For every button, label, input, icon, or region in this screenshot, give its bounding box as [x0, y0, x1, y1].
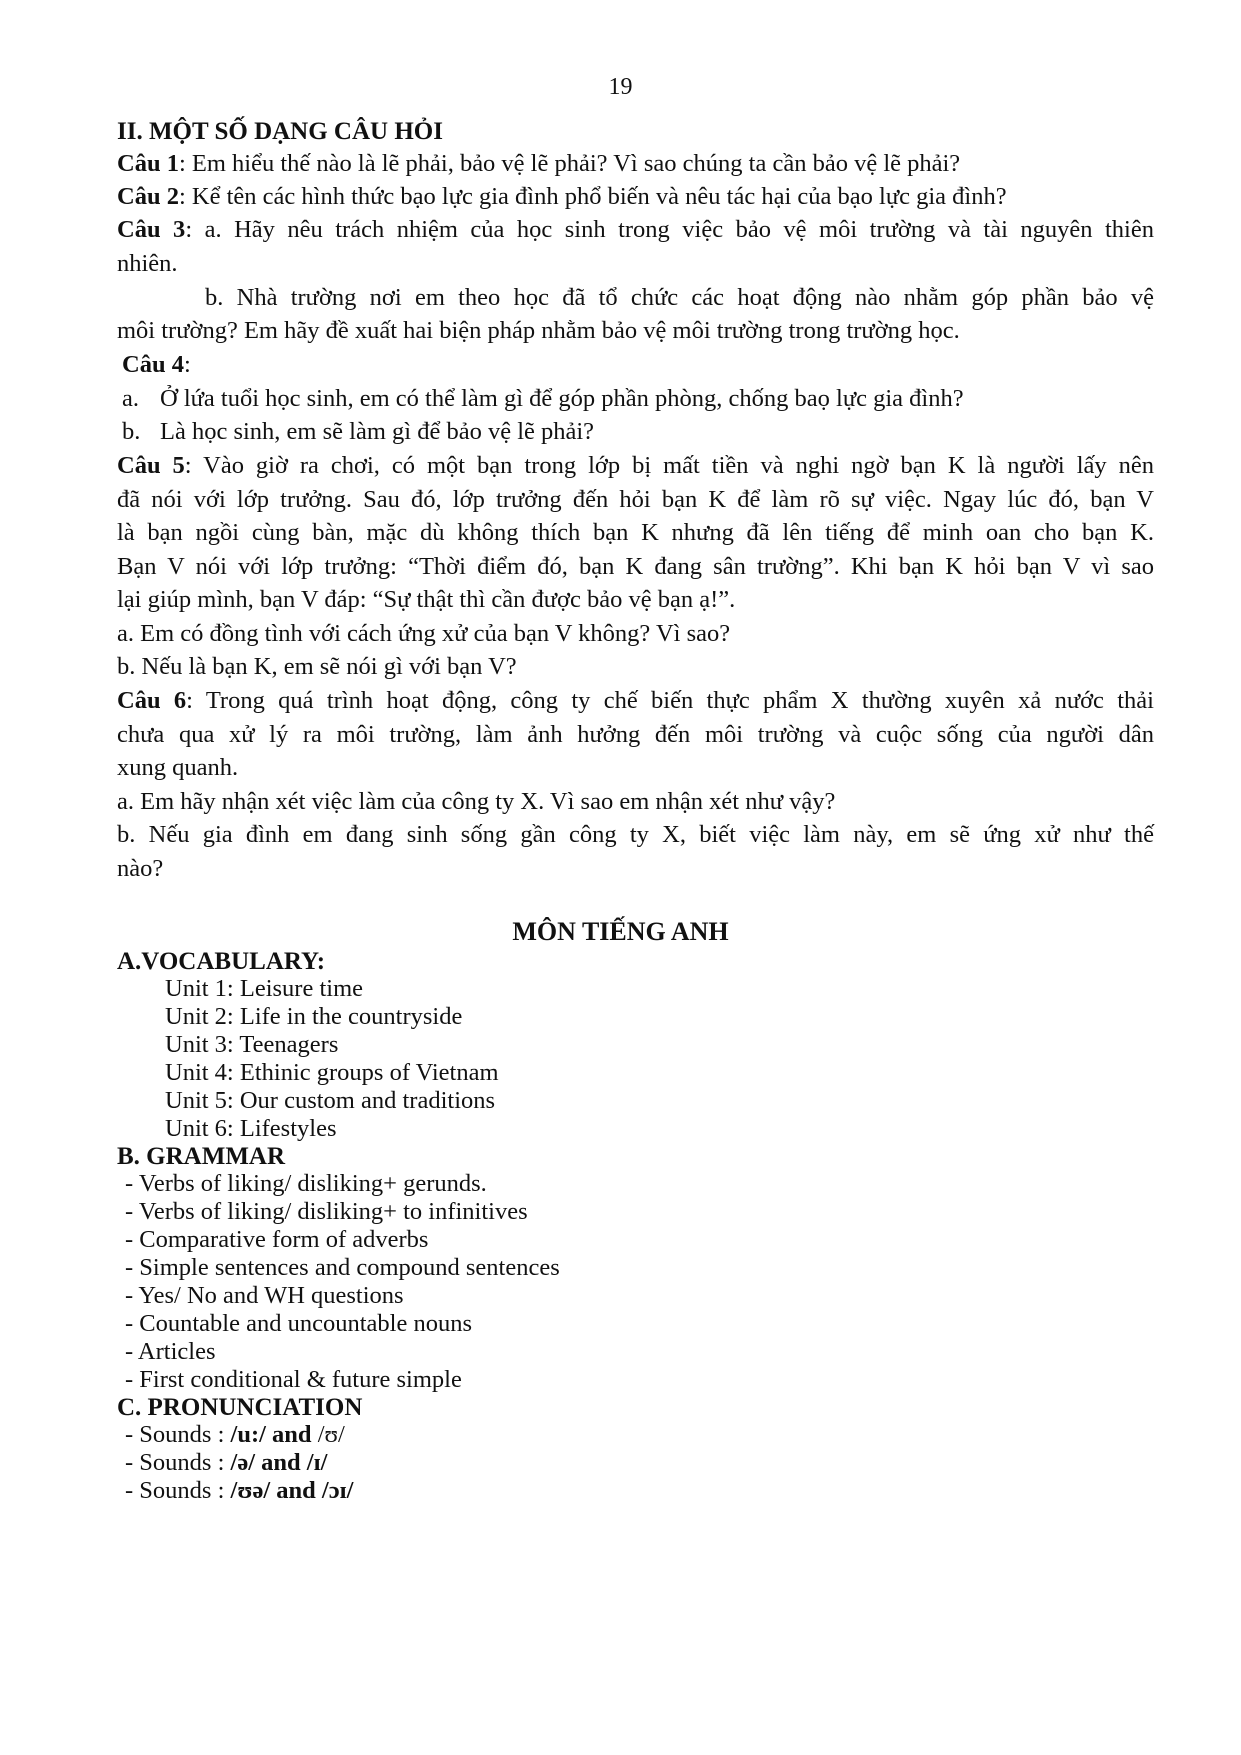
- question-label: Câu 2: [117, 183, 179, 210]
- question-5-a: a. Em có đồng tình với cách ứng xử của bạn V không? Vì sao?: [117, 620, 731, 647]
- question-4: Câu 4:: [122, 351, 191, 378]
- question-6-b-line-2: nào?: [117, 855, 164, 882]
- question-label: Câu 4: [122, 351, 184, 378]
- question-3-line-4: môi trường? Em hãy đề xuất hai biện pháp nhằm bảo vệ môi trường trong trường học.: [117, 317, 960, 344]
- vocabulary-unit: Unit 4: Ethinic groups of Vietnam: [165, 1059, 499, 1086]
- question-3-line-1: Câu 3: a. Hãy nêu trách nhiệm của học sinh trong việc bảo vệ môi trường và tài nguyên thiên: [117, 216, 1154, 243]
- question-text: : Em hiểu thế nào là lẽ phải, bảo vệ lẽ phải? Vì sao chúng ta cần bảo vệ lẽ phải?: [178, 150, 961, 177]
- question-3-line-2: nhiên.: [117, 250, 178, 277]
- question-4-b-marker: b.: [122, 418, 141, 445]
- grammar-heading: B. GRAMMAR: [117, 1143, 286, 1170]
- question-text: : Kể tên các hình thức bạo lực gia đình phổ biến và nêu tác hại của bạo lực gia đình?: [178, 183, 1007, 210]
- question-label: Câu 5: [117, 452, 185, 479]
- pronunciation-heading: C. PRONUNCIATION: [117, 1394, 363, 1421]
- question-5-line-1: Câu 5: Vào giờ ra chơi, có một bạn trong lớp bị mất tiền và nghi ngờ bạn K là người lấy nên: [117, 452, 1154, 479]
- grammar-item: - Countable and uncountable nouns: [125, 1310, 473, 1337]
- question-6-line-3: xung quanh.: [117, 754, 239, 781]
- grammar-item: - Simple sentences and compound sentences: [125, 1254, 560, 1281]
- question-6-b-line-1: b. Nếu gia đình em đang sinh sống gần công ty X, biết việc làm này, em sẽ ứng xử như thế: [117, 821, 1154, 848]
- question-4-b-text: Là học sinh, em sẽ làm gì để bảo vệ lẽ phải?: [160, 418, 595, 445]
- grammar-item: - Yes/ No and WH questions: [125, 1282, 404, 1309]
- question-6-line-2: chưa qua xử lý ra môi trường, làm ảnh hưởng đến môi trường và cuộc sống của người dân: [117, 721, 1154, 748]
- sound-item: - Sounds : /u:/ and /ʊ/: [125, 1421, 345, 1448]
- question-1: [117, 149, 1154, 179]
- grammar-item: - Articles: [125, 1338, 216, 1365]
- vocabulary-unit: Unit 1: Leisure time: [165, 975, 363, 1002]
- question-4-a-marker: a.: [122, 385, 139, 412]
- question-3-line-3: b. Nhà trường nơi em theo học đã tổ chức các hoạt động nào nhằm góp phần bảo vệ: [205, 284, 1154, 311]
- question-6-line-1: Câu 6: Trong quá trình hoạt động, công ty chế biến thực phẩm X thường xuyên xả nước thải: [117, 687, 1154, 714]
- question-5-line-5: lại giúp mình, bạn V đáp: “Sự thật thì cần được bảo vệ bạn ạ!”.: [117, 586, 736, 613]
- question-5-line-3: là bạn ngồi cùng bàn, mặc dù không thích bạn K nhưng đã lên tiếng để minh oan cho bạn K.: [117, 519, 1154, 546]
- grammar-item: - Verbs of liking/ disliking+ gerunds.: [125, 1170, 487, 1197]
- question-4-a-text: Ở lứa tuổi học sinh, em có thể làm gì để góp phần phòng, chống baọ lực gia đình?: [160, 385, 964, 412]
- question-label: Câu 3: [117, 216, 186, 243]
- vocabulary-unit: Unit 5: Our custom and traditions: [165, 1087, 496, 1114]
- sound-item: - Sounds : /ʊə/ and /ɔɪ/: [125, 1477, 354, 1504]
- vocabulary-unit: Unit 6: Lifestyles: [165, 1115, 337, 1142]
- vocabulary-heading: A.VOCABULARY:: [117, 948, 326, 975]
- question-5-b: b. Nếu là bạn K, em sẽ nói gì với bạn V?: [117, 653, 517, 680]
- grammar-item: - Verbs of liking/ disliking+ to infinitives: [125, 1198, 528, 1225]
- grammar-item: - First conditional & future simple: [125, 1366, 462, 1393]
- question-label: Câu 6: [117, 687, 187, 714]
- sound-item: - Sounds : /ə/ and /ɪ/: [125, 1449, 328, 1476]
- section-title: II. MỘT SỐ DẠNG CÂU HỎI: [117, 118, 443, 145]
- grammar-item: - Comparative form of adverbs: [125, 1226, 429, 1253]
- vocabulary-unit: Unit 3: Teenagers: [165, 1031, 339, 1058]
- question-5-line-4: Bạn V nói với lớp trưởng: “Thời điểm đó, bạn K đang sân trường”. Khi bạn K hỏi bạn V vì sao: [117, 553, 1154, 580]
- subject-title: MÔN TIẾNG ANH: [512, 917, 729, 946]
- page-number: 19: [608, 74, 633, 100]
- question-2: [117, 182, 1154, 212]
- vocabulary-unit: Unit 2: Life in the countryside: [165, 1003, 463, 1030]
- question-5-line-2: đã nói với lớp trưởng. Sau đó, lớp trưởng đến hỏi bạn K để làm rõ sự việc. Ngay lúc đó, bạn V: [117, 486, 1154, 513]
- question-6-a: a. Em hãy nhận xét việc làm của công ty X. Vì sao em nhận xét như vậy?: [117, 788, 836, 815]
- question-label: Câu 1: [117, 150, 179, 177]
